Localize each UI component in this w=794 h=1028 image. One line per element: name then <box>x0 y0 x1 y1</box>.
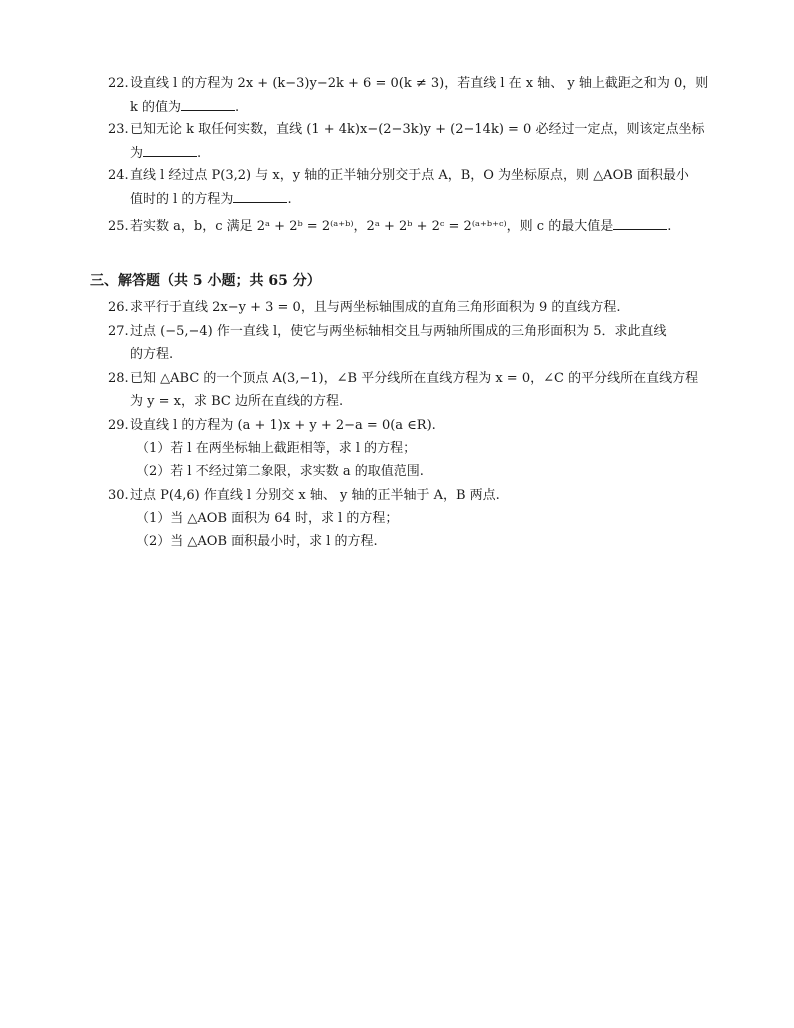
period: . <box>235 100 240 115</box>
period: . <box>197 146 202 161</box>
question-text: 直线 l 经过点 P(3,2) 与 x，y 轴的正半轴分别交于点 A，B，O 为坐标原点，则 △AOB 面积最小 <box>130 168 689 183</box>
question-25 <box>108 214 708 238</box>
question-text: 求平行于直线 2x−y + 3 = 0，且与两坐标轴围成的直角三角形面积为 9 的直线方程. <box>130 300 621 315</box>
question-24 <box>108 164 708 211</box>
question-number: 26. <box>108 300 129 315</box>
question-text: 设直线 l 的方程为 (a + 1)x + y + 2−a = 0(a ∈R). <box>130 418 436 433</box>
question-text: 已知 △ABC 的一个顶点 A(3,−1)，∠B 平分线所在直线方程为 x = 0，∠C 的平分线所在直线方程 <box>130 371 699 386</box>
section-title: 三、解答题（共 5 小题；共 65 分） <box>90 273 321 289</box>
question-text-cont: 为 <box>130 146 144 161</box>
question-text: 设直线 l 的方程为 2x + (k−3)y−2k + 6 = 0(k ≠ 3)，若直线 l 在 x 轴、 y 轴上截距之和为 0，则 <box>130 76 709 91</box>
question-text: 过点 (−5,−4) 作一直线 l，使它与两坐标轴相交且与两轴所围成的三角形面积为 5．求此直线 <box>130 324 667 339</box>
answer-blank[interactable] <box>613 214 667 230</box>
question-28 <box>108 367 708 413</box>
question-number: 24. <box>108 168 129 183</box>
question-23 <box>108 118 708 165</box>
question-number: 29. <box>108 418 129 433</box>
question-30 <box>108 484 708 507</box>
question-number: 27. <box>108 324 129 339</box>
question-27 <box>108 320 708 366</box>
answer-blank[interactable] <box>233 187 287 203</box>
period: . <box>667 219 672 234</box>
question-30-part-2: （2）当 △AOB 面积最小时，求 l 的方程. <box>136 534 378 549</box>
question-number: 30. <box>108 488 129 503</box>
answer-blank[interactable] <box>181 95 235 111</box>
question-text: 过点 P(4,6) 作直线 l 分别交 x 轴、 y 轴的正半轴于 A，B 两点. <box>130 488 500 503</box>
question-number: 22. <box>108 76 129 91</box>
question-number: 25. <box>108 219 129 234</box>
question-text-cont: 的方程. <box>130 347 174 362</box>
question-text-cont: 值时的 l 的方程为 <box>130 192 234 207</box>
question-26 <box>108 296 708 319</box>
question-text: 若实数 a，b，c 满足 2ᵃ + 2ᵇ = 2⁽ᵃ⁺ᵇ⁾，2ᵃ + 2ᵇ + 2ᶜ = 2⁽ᵃ⁺ᵇ⁺ᶜ⁾，则 c 的最大值是 <box>130 219 614 234</box>
question-29-part-1: （1）若 l 在两坐标轴上截距相等，求 l 的方程； <box>136 441 417 456</box>
question-22 <box>108 72 708 119</box>
answer-blank[interactable] <box>143 141 197 157</box>
question-text-cont: 为 y = x，求 BC 边所在直线的方程. <box>130 394 344 409</box>
question-number: 23. <box>108 122 129 137</box>
question-30-part-1: （1）当 △AOB 面积为 64 时，求 l 的方程； <box>136 511 399 526</box>
question-number: 28. <box>108 371 129 386</box>
question-text: 已知无论 k 取任何实数，直线 (1 + 4k)x−(2−3k)y + (2−14k) = 0 必经过一定点，则该定点坐标 <box>130 122 705 137</box>
question-29 <box>108 414 708 437</box>
period: . <box>287 192 292 207</box>
question-text-cont: k 的值为 <box>130 100 182 115</box>
question-29-part-2: （2）若 l 不经过第二象限，求实数 a 的取值范围. <box>136 464 424 479</box>
